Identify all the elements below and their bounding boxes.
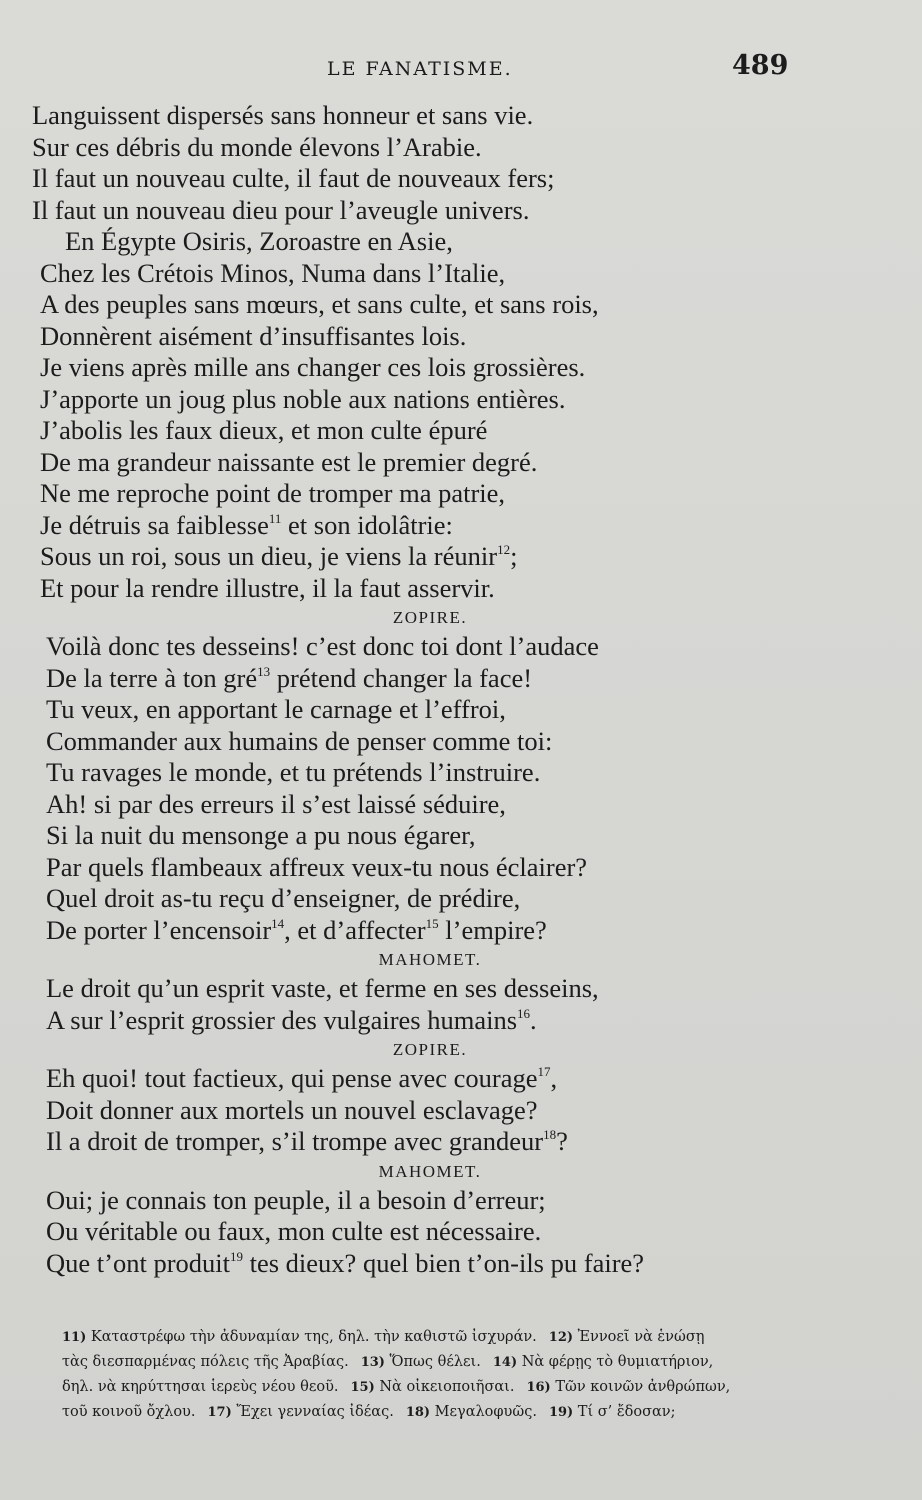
running-title: LE FANATISME. <box>327 58 513 80</box>
verse-line <box>30 1126 830 1158</box>
verse-line <box>30 694 830 726</box>
verse-line <box>30 973 830 1005</box>
verse-fragment: En Égypte Osiris, Zoroastre en Asie, <box>65 226 453 256</box>
verse-line <box>30 352 830 384</box>
verse-fragment: ; <box>510 541 518 571</box>
verse-fragment: Il a droit de tromper, s’il trompe avec grandeur <box>46 1126 544 1156</box>
verse-fragment: Sur ces débris du monde élevons l’Arabie. <box>32 131 482 162</box>
verse-line <box>30 573 830 605</box>
verse-line <box>30 289 830 321</box>
verse-fragment: , et d’affecter <box>284 914 426 945</box>
verse-fragment: Tu ravages le monde, et tu prétends l’instruire. <box>46 757 541 787</box>
verse-line <box>30 915 830 947</box>
verse-fragment: . <box>530 1004 537 1035</box>
footnote-ref: 18 <box>543 1127 557 1142</box>
verse-fragment: et son idolâtrie: <box>281 509 453 540</box>
footnote-text: Καταστρέφω τὴν ἀδυναμίαν της, δηλ. τὴν καθιστῶ ἰσχυράν. <box>86 1329 537 1345</box>
verse-fragment: Ah! si par des erreurs il s’est laissé séduire, <box>46 788 506 819</box>
footnote-text: Νὰ φέρῃς τὸ θυμιατήριον, <box>517 1354 714 1370</box>
verse-fragment: prétend changer la face! <box>270 662 533 693</box>
footnote-text: τοῦ κοινοῦ ὄχλου. <box>62 1404 196 1420</box>
footnote-number: 11) <box>62 1330 87 1345</box>
verse-line <box>30 1185 830 1217</box>
verse-fragment: Je viens après mille ans changer ces lois grossières. <box>40 352 586 382</box>
page-number: 489 <box>732 50 789 81</box>
verse-fragment: Si la nuit du mensonge a pu nous égarer, <box>46 820 476 850</box>
footnote-number: 15) <box>350 1380 375 1395</box>
footnote-number: 14) <box>492 1355 518 1370</box>
footnote-text: Μεγαλοφυῶς. <box>430 1404 537 1420</box>
verse-line <box>30 510 830 542</box>
verse-fragment: Chez les Crétois Minos, Numa dans l’Italie, <box>40 257 506 288</box>
verse-fragment: A des peuples sans mœurs, et sans culte, et sans rois, <box>40 289 599 319</box>
verse-fragment: Le droit qu’un esprit vaste, et ferme en ses desseins, <box>46 973 599 1003</box>
verse-fragment: J’abolis les faux dieux, et mon culte épuré <box>40 415 488 445</box>
footnote-line <box>62 1350 822 1375</box>
footnote-number: 17) <box>207 1405 232 1420</box>
footnote-ref: 15 <box>425 915 439 931</box>
footnote-text: Τῶν κοινῶν ἀνθρώπων, <box>550 1379 731 1395</box>
page-header <box>0 50 922 90</box>
verse-fragment: Oui; je connais ton peuple, il a besoin d’erreur; <box>46 1184 546 1215</box>
verse-fragment: Et pour la rendre illustre, il la faut asservir. <box>40 572 495 603</box>
footnote-ref: 17 <box>537 1064 551 1079</box>
footnote-text: Ἔχει γενναίας ἰδέας. <box>231 1404 394 1420</box>
verse-line <box>30 258 830 290</box>
verse-line <box>30 478 830 510</box>
verse-fragment: Voilà donc tes desseins! c’est donc toi dont l’audace <box>46 631 599 661</box>
footnote-line <box>62 1400 822 1425</box>
verse-fragment: Eh quoi! tout factieux, qui pense avec courage <box>46 1063 538 1093</box>
footnote-text: Τί σ’ ἔδοσαν; <box>573 1404 676 1420</box>
speaker-name: MAHOMET. <box>378 950 482 969</box>
verse-fragment: Que t’ont produit <box>46 1247 230 1278</box>
verse-line <box>30 195 830 227</box>
verse-line <box>30 663 830 695</box>
verse-line <box>30 789 830 821</box>
footnote-line <box>62 1325 822 1350</box>
footnote-text: Ὅπως θέλει. <box>384 1354 481 1370</box>
verse-fragment: Je détruis sa faiblesse <box>40 509 269 540</box>
footnote-text: Ἐννοεῖ νὰ ἑνώσῃ <box>573 1329 705 1345</box>
verse-fragment: ? <box>556 1126 568 1156</box>
footnote-number: 13) <box>360 1355 385 1370</box>
verse-line <box>30 384 830 416</box>
footnote-ref: 12 <box>497 542 511 557</box>
verse-fragment: Ne me reproche point de tromper ma patrie, <box>40 478 506 508</box>
verse-fragment: Donnèrent aisément d’insuffisantes lois. <box>40 320 467 351</box>
speaker-name: MAHOMET. <box>378 1161 482 1181</box>
verse-fragment: Il faut un nouveau culte, il faut de nouveaux fers; <box>32 163 555 193</box>
footnote-number: 12) <box>548 1330 574 1345</box>
verse-fragment: Commander aux humains de penser comme toi: <box>46 725 553 756</box>
footnote-ref: 11 <box>268 510 282 526</box>
verse-line <box>30 321 830 353</box>
verse-fragment: Doit donner aux mortels un nouvel esclavage? <box>46 1094 538 1125</box>
verse-fragment: Par quels flambeaux affreux veux-tu nous éclairer? <box>46 851 588 882</box>
verse-line <box>30 1005 830 1037</box>
verse-fragment: Ou véritable ou faux, mon culte est nécessaire. <box>46 1216 542 1246</box>
footnote-number: 18) <box>405 1405 431 1420</box>
verse-line <box>30 1063 830 1095</box>
footnote-ref: 16 <box>517 1005 531 1021</box>
footnote-number: 16) <box>526 1380 551 1395</box>
speaker-name: ZOPIRE. <box>392 608 468 627</box>
verse-line <box>30 1095 830 1127</box>
verse-fragment: Il faut un nouveau dieu pour l’aveugle univers. <box>32 194 530 225</box>
verse-line <box>30 726 830 758</box>
verse-fragment: tes dieux? quel bien t’on-ils pu faire? <box>243 1247 645 1278</box>
verse-fragment: J’apporte un joug plus noble aux nations entières. <box>40 383 566 414</box>
footnotes <box>62 1325 822 1425</box>
verse-line <box>30 1248 830 1280</box>
verse-line <box>30 132 830 164</box>
verse-line <box>30 852 830 884</box>
footnote-ref: 13 <box>257 663 271 679</box>
verse-fragment: Sous un roi, sous un dieu, je viens la réunir <box>40 541 498 571</box>
verse-line <box>30 820 830 852</box>
verse-line <box>30 757 830 789</box>
verse-fragment: Tu veux, en apportant le carnage et l’effroi, <box>46 694 506 724</box>
verse-line <box>30 415 830 447</box>
verse-line <box>30 631 830 663</box>
verse-fragment: Quel droit as-tu reçu d’enseigner, de prédire, <box>46 883 521 913</box>
verse-line <box>30 541 830 573</box>
verse-fragment: De ma grandeur naissante est le premier degré. <box>40 446 538 477</box>
verse-line <box>30 100 830 132</box>
footnote-text: τὰς διεσπαρμένας πόλεις τῆς Ἀραβίας. <box>62 1354 349 1370</box>
verse-line <box>30 447 830 479</box>
verse-fragment: l’empire? <box>438 914 547 945</box>
verse-line <box>30 226 830 258</box>
footnote-line <box>62 1375 822 1400</box>
verse-fragment: De la terre à ton gré <box>46 662 258 693</box>
verse-line <box>30 1216 830 1248</box>
speaker-name: ZOPIRE. <box>392 1040 468 1059</box>
verse-text <box>30 100 830 1279</box>
footnote-ref: 14 <box>271 915 285 931</box>
footnote-text: Νὰ οἰκειοποιῆσαι. <box>374 1379 515 1395</box>
verse-line <box>30 883 830 915</box>
verse-fragment: De porter l’encensoir <box>46 914 272 945</box>
footnote-text: δηλ. νὰ κηρύττησαι ἱερεὺς νέου θεοῦ. <box>62 1379 339 1395</box>
verse-fragment: , <box>550 1063 558 1093</box>
footnote-number: 19) <box>548 1405 574 1420</box>
verse-fragment: Languissent dispersés sans honneur et sans vie. <box>32 100 534 130</box>
footnote-ref: 19 <box>230 1248 243 1264</box>
verse-fragment: A sur l’esprit grossier des vulgaires humains <box>46 1004 518 1035</box>
verse-line <box>30 163 830 195</box>
